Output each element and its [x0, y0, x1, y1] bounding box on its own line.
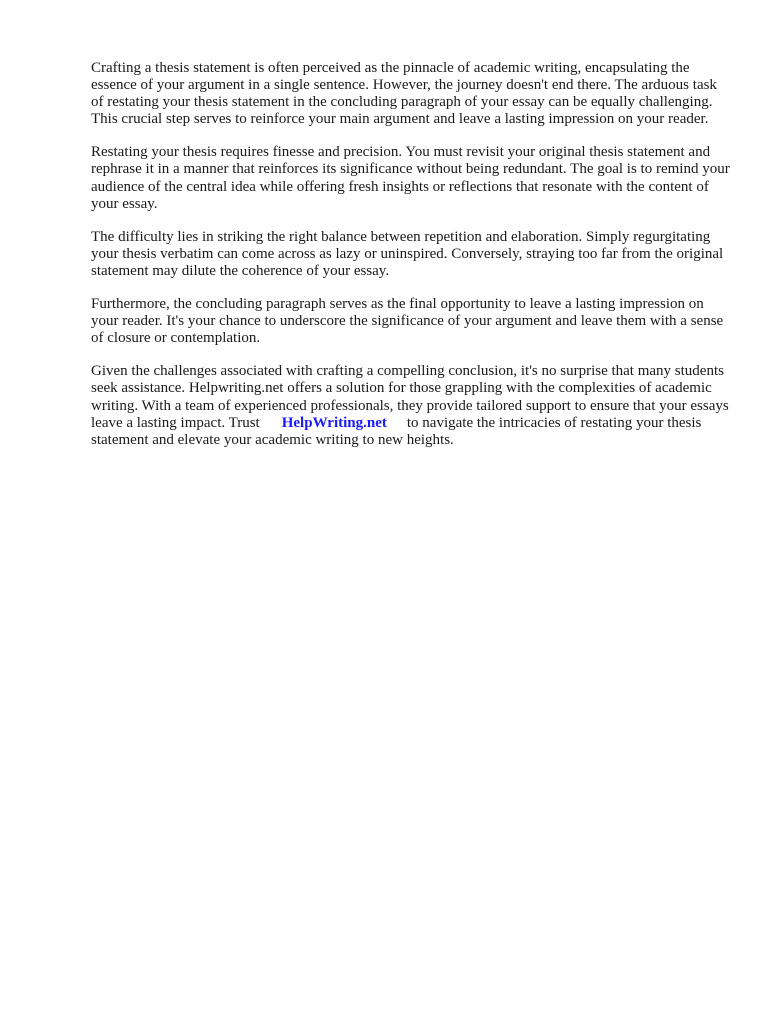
paragraph-5-tail-text: to navigate the intricacies of restating your thesis statement and elevate your academic writing to new heights.	[91, 414, 702, 448]
document-body	[91, 60, 731, 465]
paragraph-3: The difficulty lies in striking the right balance between repetition and elaboration. Simply regurgitating your thesis verbatim can come across as lazy or uninspired. Conversely, straying too far from the original statement may dilute the coherence of your essay.	[91, 228, 724, 279]
paragraph-2: Restating your thesis requires finesse and precision. You must revisit your original thesis statement and rephrase it in a manner that reinforces its significance without being redundant. The goal is to remind your audience of the central idea while offering fresh insights or reflections that resonate with the content of your essay.	[91, 144, 730, 212]
paragraph-1: Crafting a thesis statement is often perceived as the pinnacle of academic writing, encapsulating the essence of your argument in a single sentence. However, the journey doesn't end there. The arduous task of restating your thesis statement in the concluding paragraph of your essay can be equally challenging. This crucial step serves to reinforce your main argument and leave a lasting impression on your reader.	[91, 60, 717, 128]
paragraph-5	[91, 363, 731, 448]
paragraph-5-lead-text: Given the challenges associated with crafting a compelling conclusion, it's no surprise that many students seek assistance. Helpwriting.net offers a solution for those grappling with the complexities of academic writing. With a team of experienced professionals, they provide tailored support to ensure that your essays leave a lasting impact. Trust	[91, 363, 729, 431]
paragraph-4: Furthermore, the concluding paragraph serves as the final opportunity to leave a lasting impression on your reader. It's your chance to underscore the significance of your argument and leave them with a sense of closure or contemplation.	[91, 296, 724, 347]
helpwriting-link[interactable]: HelpWriting.net	[281, 414, 387, 431]
